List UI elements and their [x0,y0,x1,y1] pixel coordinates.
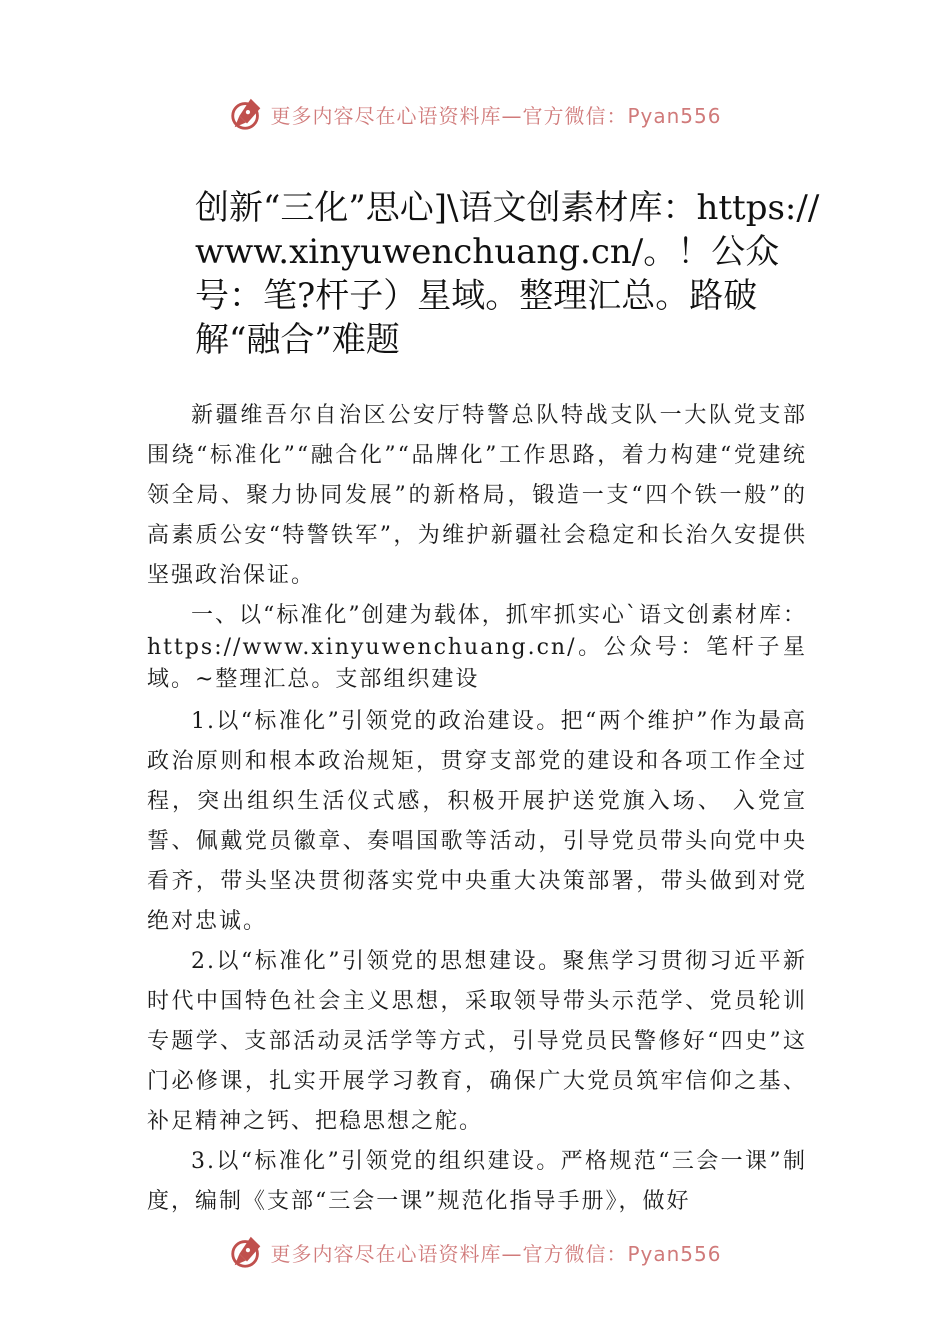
paragraph-item-2: 2.以“标准化”引领党的思想建设。聚焦学习贯彻习近平新时代中国特色社会主义思想，采取领导带头示范学、党员轮训专题学、支部活动灵活学等方式，引导党员民警修好“四史”这门必修课，扎实开展学习教育，确保广大党员筑牢信仰之基、补足精神之钙、把稳思想之舵。 [147,949,807,1134]
paragraph-item-3: 3.以“标准化”引领党的组织建设。严格规范“三会一课”制度，编制《支部“三会一课”规范化指导手册》，做好 [147,1149,807,1214]
document-body [147,396,807,1222]
paragraph-item-1: 1.以“标准化”引领党的政治建设。把“两个维护”作为最高政治原则和根本政治规矩，贯穿支部党的建设和各项工作全过程，突出组织生活仪式感，积极开展护送党旗入场、 入党宣誓、佩戴党员徽章、奏唱国歌等活动，引导党员带头向党中央看齐，带头坚决贯彻落实党中央重大决策部署，带头做到对党绝对忠诚。 [147,709,807,934]
section-heading-1: 一、以“标准化”创建为载体，抓牢抓实心`语文创素材库：https://www.xinyuwenchuang.cn/。公众号：笔杆子星域。~整理汇总。支部组织建设 [147,603,807,692]
paragraph-intro: 新疆维吾尔自治区公安厅特警总队特战支队一大队党支部围绕“标准化”“融合化”“品牌化”工作思路，着力构建“党建统领全局、聚力协同发展”的新格局，锻造一支“四个铁一般”的高素质公安“特警铁军”，为维护新疆社会稳定和长治久安提供坚强政治保证。 [147,403,807,588]
pen-nib-logo-icon [228,95,266,133]
footer-banner [0,1232,950,1272]
banner-text: 更多内容尽在心语资料库—官方微信：Pyan556 [270,1241,722,1266]
pen-nib-logo-icon [228,1233,266,1271]
banner-text: 更多内容尽在心语资料库—官方微信：Pyan556 [270,103,722,128]
document-title: 创新“三化”思心]\语文创素材库：https://www.xinyuwenchuang.cn/。！公众号：笔?杆子）星域。整理汇总。路破解“融合”难题 [195,188,820,360]
header-banner [0,94,950,134]
